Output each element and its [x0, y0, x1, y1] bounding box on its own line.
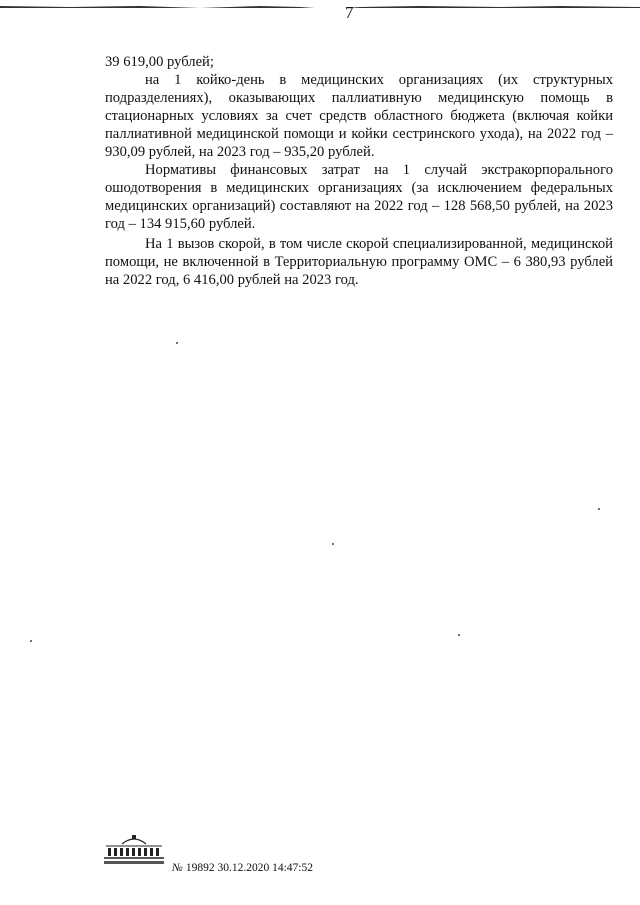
- scan-edge: [0, 0, 640, 8]
- registration-stamp: [172, 862, 313, 874]
- scan-speck: [598, 508, 600, 510]
- page-number: 7: [345, 3, 354, 22]
- paragraph-amount: 39 619,00 рублей;: [105, 54, 214, 70]
- number-sign: №: [172, 862, 183, 874]
- paragraph-ambulance: На 1 вызов скорой, в том числе скорой специализированной, медицинской помощи, не включенной в Территориальную программу ОМС – 6 380,93 рублей на 2022 год, 6 416,00 рублей на 2023 год.: [105, 236, 613, 288]
- registration-footer: [102, 832, 402, 882]
- registration-number-datetime: 19892 30.12.2020 14:47:52: [185, 862, 313, 874]
- building-logo-icon: [102, 832, 166, 868]
- scan-speck: [30, 640, 32, 642]
- document-body: [105, 53, 613, 289]
- scan-speck: [458, 634, 460, 636]
- paragraph-palliative: на 1 койко-день в медицинских организациях (их структурных подразделениях), оказывающих паллиативную медицинскую помощь в стационарных условиях за счет средств областного бюджета (включая койки паллиативной медицинской помощи и койки сестринского ухода), на 2022 год – 930,09 рублей, на 2023 год – 935,20 рублей.: [105, 72, 613, 160]
- scan-speck: [176, 342, 178, 344]
- paragraph-eco: Нормативы финансовых затрат на 1 случай экстракорпорального ошодотворения в медицинских организациях (за исключением федеральных медицинских организаций) составляют на 2022 год – 128 568,50 рублей, на 2023 год – 134 915,60 рублей.: [105, 162, 613, 232]
- scan-speck: [332, 543, 334, 545]
